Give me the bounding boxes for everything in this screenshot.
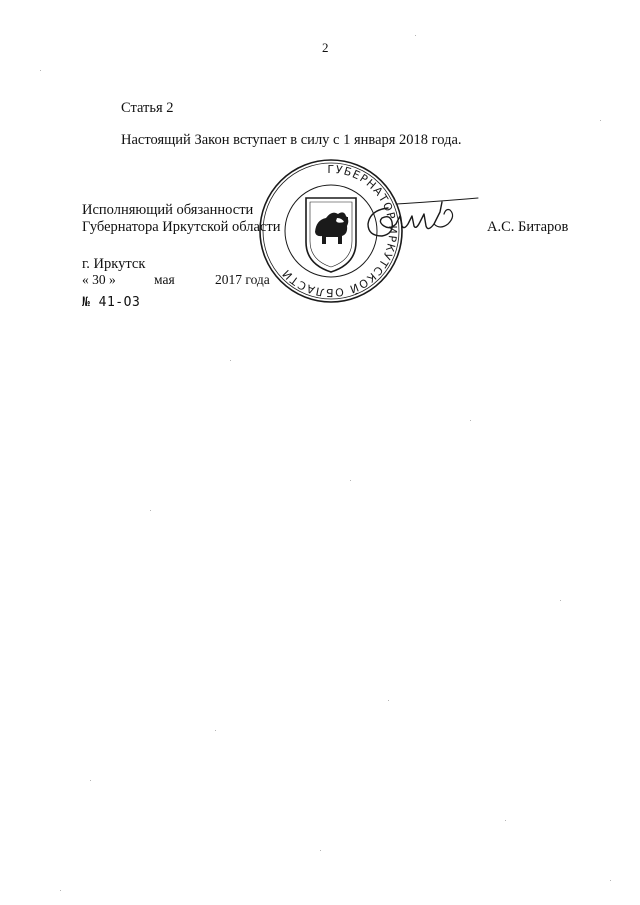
scan-speck	[230, 360, 231, 361]
seal-ring-text: ГУБЕРНАТОР ИРКУТСКОЙ ОБЛАСТИ	[279, 162, 400, 300]
law-number: № 41-ОЗ	[82, 295, 141, 310]
scan-speck	[415, 35, 416, 36]
scan-speck	[40, 70, 41, 71]
date-day: « 30 »	[82, 272, 116, 287]
scan-speck	[350, 480, 351, 481]
scan-speck	[505, 820, 506, 821]
scan-speck	[470, 420, 471, 421]
scan-speck	[90, 780, 91, 781]
date-year: 2017 года	[215, 272, 270, 287]
scan-speck	[560, 600, 561, 601]
scan-speck	[215, 730, 216, 731]
city: г. Иркутск	[82, 256, 146, 272]
scan-speck	[320, 850, 321, 851]
article-title: Статья 2	[121, 100, 174, 116]
signer-position-line1: Исполняющий обязанности	[82, 202, 254, 218]
scan-speck	[600, 120, 601, 121]
handwritten-signature	[360, 196, 480, 246]
scan-speck	[610, 880, 611, 881]
article-text: Настоящий Закон вступает в силу с 1 января 2018 года.	[121, 132, 462, 148]
page-number: 2	[322, 40, 329, 55]
signer-position-line2: Губернатора Иркутской области	[82, 219, 281, 235]
signer-name: А.С. Битаров	[487, 219, 569, 235]
coat-of-arms-icon	[306, 198, 356, 272]
scan-speck	[150, 510, 151, 511]
scan-speck	[60, 890, 61, 891]
scan-speck	[388, 700, 389, 701]
date-month: мая	[154, 272, 175, 287]
